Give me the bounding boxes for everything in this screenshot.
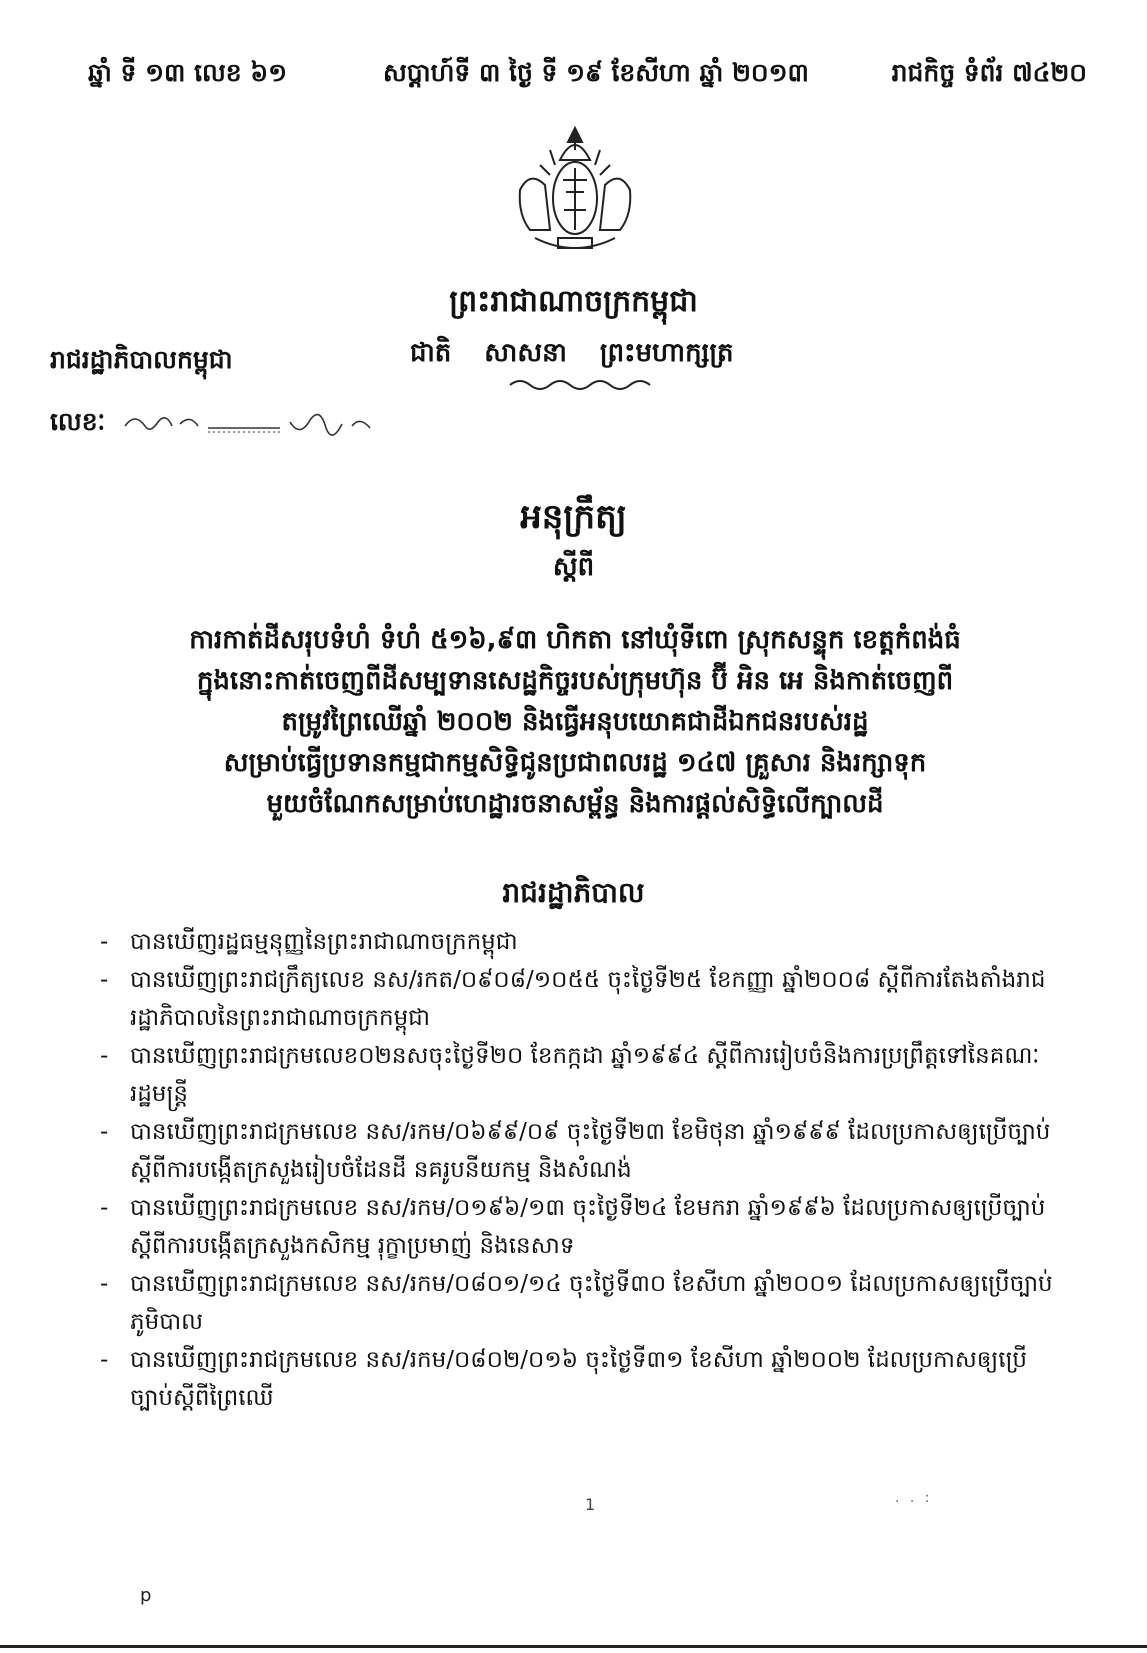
- motto-ornament-icon: [500, 375, 660, 395]
- consideration-item: - បានឃើញព្រះរាជក្រឹត្យលេខ នស/រកត/០៩០៨/១០៥៥ ចុះថ្ងៃទី២៥ ខែកញ្ញា ឆ្នាំ២០០៨ ស្តីពីការតែងតាំងរាជរដ្ឋាភិបាលនៃព្រះរាជាណាចក្រកម្ពុជា: [100, 961, 1060, 1037]
- title-line: ក្នុងនោះកាត់ចេញពីដីសម្បទានសេដ្ឋកិច្ចរបស់ក្រុមហ៊ុន ប៊ី អិន អេ និងកាត់ចេញពី: [196, 666, 954, 696]
- reference-number: [50, 398, 380, 448]
- issuer-heading: រាជរដ្ឋាភិបាល: [502, 876, 645, 909]
- bottom-rule: [0, 1645, 1147, 1648]
- gazette-date: សប្តាហ៍ទី ៣ ថ្ងៃ ទី ១៩ ខែសីហា ឆ្នាំ ២០១៣: [383, 58, 809, 87]
- title-line: ការកាត់ដីសរុបទំហំ ទំហំ ៥១៦,៩៣ ហិកតា នៅឃុំទីពោ ស្រុកសន្ទុក ខេត្តកំពង់ធំ: [189, 625, 961, 655]
- reference-label: លេខៈ: [50, 407, 106, 436]
- about-label: ស្តីពី: [552, 552, 595, 582]
- royal-coat-of-arms-icon: [500, 120, 650, 270]
- gazette-header: [88, 58, 1087, 98]
- consideration-item: - បានឃើញព្រះរាជក្រមលេខ០២នសចុះថ្ងៃទី២០ ខែកក្កដា ឆ្នាំ១៩៩៤ ស្តីពីការរៀបចំនិងការប្រព្រឹត្តទៅនៃគណៈរដ្ឋមន្ត្រី: [100, 1037, 1060, 1113]
- kingdom-title: ព្រះរាជាណាចក្រកម្ពុជា: [449, 284, 698, 319]
- title-line: មួយចំណែកសម្រាប់ហេដ្ឋារចនាសម្ព័ន្ធ និងការផ្តល់សិទ្ធិលើក្បាលដី: [266, 789, 884, 819]
- consideration-item: - បានឃើញព្រះរាជក្រមលេខ នស/រកម/០៨០២/០១៦ ចុះថ្ងៃទី៣១ ខែសីហា ឆ្នាំ២០០២ ដែលប្រកាសឲ្យប្រើច្បាប់ស្តីពីព្រៃឈើ: [100, 1341, 1060, 1417]
- handwritten-reference-signature: [120, 398, 380, 448]
- decree-title: [90, 620, 1060, 825]
- consideration-item: - បានឃើញរដ្ឋធម្មនុញ្ញនៃព្រះរាជាណាចក្រកម្ពុជា: [100, 923, 1060, 961]
- national-motto: ជាតិ សាសនា ព្រះមហាក្សត្រ: [410, 338, 734, 368]
- gazette-year-number: ឆ្នាំ ទី ១៣ លេខ ៦១: [88, 58, 287, 87]
- scan-speckle: . . :: [895, 1490, 933, 1506]
- consideration-item: - បានឃើញព្រះរាជក្រមលេខ នស/រកម/០១៩៦/១៣ ចុះថ្ងៃទី២៤ ខែមករា ឆ្នាំ១៩៩៦ ដែលប្រកាសឲ្យប្រើច្បាប់ ស្តីពីការបង្កើតក្រសួងកសិកម្ម រុក្ខាប្រមាញ់ និងនេសាទ: [100, 1189, 1060, 1265]
- document-type: អនុក្រឹត្យ: [520, 497, 627, 537]
- page-number: 1: [585, 1495, 596, 1514]
- gazette-page: រាជកិច្ច ទំព័រ ៧៤២០: [891, 58, 1087, 87]
- title-line: សម្រាប់ធ្វើប្រទានកម្មជាកម្មសិទ្ធិជូនប្រជាពលរដ្ឋ ១៤៧ គ្រួសារ និងរក្សាទុក: [223, 748, 927, 778]
- footer-mark: p: [140, 1585, 152, 1606]
- consideration-item: - បានឃើញព្រះរាជក្រមលេខ នស/រកម/០៦៩៩/០៩ ចុះថ្ងៃទី២៣ ខែមិថុនា ឆ្នាំ១៩៩៩ ដែលប្រកាសឲ្យប្រើច្បាប់ស្តីពីការបង្កើតក្រសួងរៀបចំដែនដី នគរូបនីយកម្ម និងសំណង់: [100, 1113, 1060, 1189]
- considerations-list: [100, 923, 1060, 1417]
- consideration-item: - បានឃើញព្រះរាជក្រមលេខ នស/រកម/០៨០១/១៤ ចុះថ្ងៃទី៣០ ខែសីហា ឆ្នាំ២០០១ ដែលប្រកាសឲ្យប្រើច្បាប់ភូមិបាល: [100, 1265, 1060, 1341]
- title-line: តម្រូវព្រៃឈើឆ្នាំ ២០០២ និងធ្វើអនុបយោគជាដីឯកជនរបស់រដ្ឋ: [281, 707, 869, 737]
- government-label: រាជរដ្ឋាភិបាលកម្ពុជា: [50, 345, 233, 374]
